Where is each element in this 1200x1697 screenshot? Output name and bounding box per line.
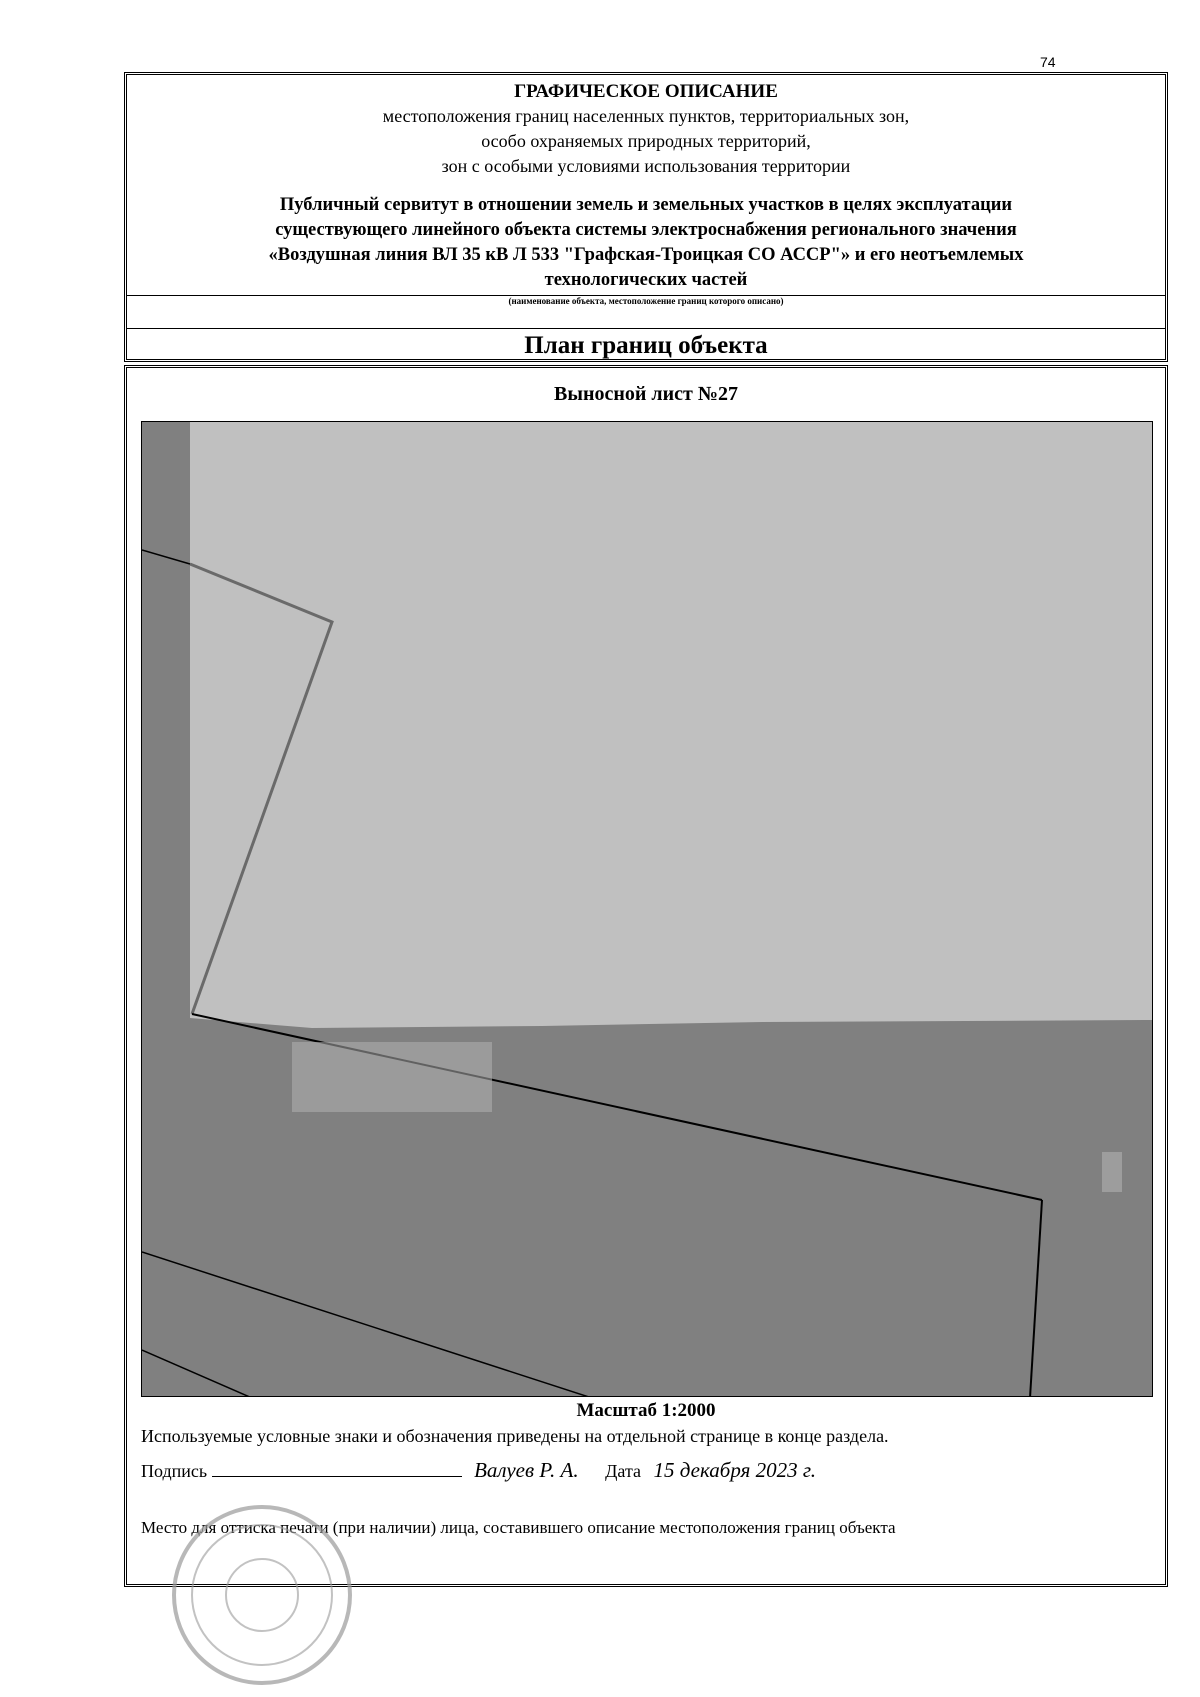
document-title: ГРАФИЧЕСКОЕ ОПИСАНИЕ xyxy=(514,81,778,102)
object-caption: (наименование объекта, местоположение границ которого описано) xyxy=(508,296,784,306)
signature-label: Подпись xyxy=(141,1461,208,1481)
sheet-title: Выносной лист №27 xyxy=(554,383,738,405)
seal-stamp-icon xyxy=(152,1500,372,1690)
object-line-3: «Воздушная линия ВЛ 35 кВ Л 533 "Графская-Троицкая СО АССР"» и его неотъемлемых xyxy=(268,245,1024,265)
sheet-frame xyxy=(124,365,1168,1587)
subtitle-line-2: особо охраняемых природных территорий, xyxy=(481,131,811,151)
signer-name: Валуев Р. А. xyxy=(474,1458,579,1482)
divider xyxy=(127,328,1165,329)
date-label: Дата xyxy=(605,1461,642,1481)
map-left-strip xyxy=(142,422,190,1042)
object-name xyxy=(167,193,1125,293)
object-line-4: технологических частей xyxy=(544,270,748,290)
signature-line xyxy=(212,1460,462,1477)
plan-title: План границ объекта xyxy=(524,332,768,359)
date-value: 15 декабря 2023 г. xyxy=(653,1458,816,1482)
page-number: 74 xyxy=(1040,54,1056,70)
object-line-2: существующего линейного объекта системы электроснабжения регионального значения xyxy=(275,220,1017,240)
subtitle-line-3: зон с особыми условиями использования территории xyxy=(441,156,851,176)
stamp-note: Место для оттиска печати (при наличии) лица, составившего описание местоположения границ объекта xyxy=(141,1518,896,1537)
map-artefact xyxy=(292,1042,492,1112)
boundary-map xyxy=(141,421,1153,1397)
signature-row xyxy=(141,1458,816,1483)
legend-note: Используемые условные знаки и обозначения приведены на отдельной странице в конце раздела. xyxy=(141,1426,889,1446)
map-drawing xyxy=(142,422,1153,1397)
object-line-1: Публичный сервитут в отношении земель и земельных участков в целях эксплуатации xyxy=(279,195,1013,215)
map-artefact xyxy=(1102,1152,1122,1192)
map-scale: Масштаб 1:2000 xyxy=(576,1400,716,1421)
header-frame xyxy=(124,72,1168,362)
subtitle-line-1: местоположения границ населенных пунктов, территориальных зон, xyxy=(382,106,910,126)
